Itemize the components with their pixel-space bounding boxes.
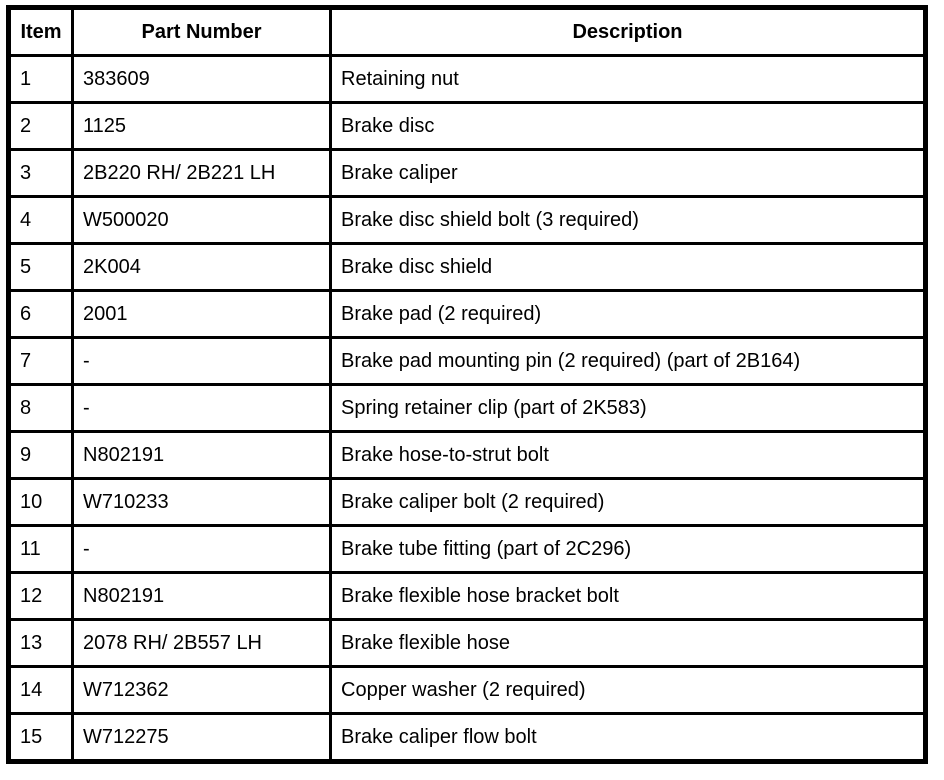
- table-row: [9, 479, 926, 526]
- description-cell: Brake flexible hose: [331, 620, 926, 667]
- part-number-cell: W500020: [73, 197, 331, 244]
- item-cell: 3: [9, 150, 73, 197]
- description-cell: Brake caliper bolt (2 required): [331, 479, 926, 526]
- table-row: [9, 620, 926, 667]
- description-cell: Brake tube fitting (part of 2C296): [331, 526, 926, 573]
- item-cell: 14: [9, 667, 73, 714]
- item-cell: 15: [9, 714, 73, 762]
- part-number-cell: -: [73, 338, 331, 385]
- description-cell: Copper washer (2 required): [331, 667, 926, 714]
- table-row: [9, 244, 926, 291]
- part-number-cell: 2078 RH/ 2B557 LH: [73, 620, 331, 667]
- description-cell: Spring retainer clip (part of 2K583): [331, 385, 926, 432]
- part-number-cell: 2001: [73, 291, 331, 338]
- description-cell: Brake caliper: [331, 150, 926, 197]
- part-number-cell: -: [73, 385, 331, 432]
- parts-table: [6, 5, 928, 764]
- description-cell: Brake hose-to-strut bolt: [331, 432, 926, 479]
- part-number-cell: 383609: [73, 56, 331, 103]
- part-number-cell: 2B220 RH/ 2B221 LH: [73, 150, 331, 197]
- item-cell: 6: [9, 291, 73, 338]
- description-cell: Retaining nut: [331, 56, 926, 103]
- table-row: [9, 432, 926, 479]
- item-cell: 2: [9, 103, 73, 150]
- table-row: [9, 714, 926, 762]
- item-cell: 11: [9, 526, 73, 573]
- table-row: [9, 103, 926, 150]
- table-body: [9, 56, 926, 762]
- item-cell: 4: [9, 197, 73, 244]
- item-cell: 9: [9, 432, 73, 479]
- part-number-cell: N802191: [73, 573, 331, 620]
- item-cell: 7: [9, 338, 73, 385]
- description-cell: Brake caliper flow bolt: [331, 714, 926, 762]
- description-cell: Brake disc shield bolt (3 required): [331, 197, 926, 244]
- part-number-cell: W710233: [73, 479, 331, 526]
- part-number-cell: W712275: [73, 714, 331, 762]
- table-row: [9, 291, 926, 338]
- description-cell: Brake flexible hose bracket bolt: [331, 573, 926, 620]
- table-row: [9, 667, 926, 714]
- description-cell: Brake disc: [331, 103, 926, 150]
- column-header-item: Item: [9, 8, 73, 56]
- part-number-cell: W712362: [73, 667, 331, 714]
- column-header-description: Description: [331, 8, 926, 56]
- table-row: [9, 150, 926, 197]
- item-cell: 5: [9, 244, 73, 291]
- part-number-cell: 2K004: [73, 244, 331, 291]
- item-cell: 12: [9, 573, 73, 620]
- description-cell: Brake pad (2 required): [331, 291, 926, 338]
- part-number-cell: N802191: [73, 432, 331, 479]
- table-row: [9, 338, 926, 385]
- table-row: [9, 573, 926, 620]
- part-number-cell: -: [73, 526, 331, 573]
- description-cell: Brake pad mounting pin (2 required) (part of 2B164): [331, 338, 926, 385]
- header-row: [9, 8, 926, 56]
- table-row: [9, 56, 926, 103]
- item-cell: 10: [9, 479, 73, 526]
- part-number-cell: 1125: [73, 103, 331, 150]
- item-cell: 13: [9, 620, 73, 667]
- item-cell: 8: [9, 385, 73, 432]
- table-row: [9, 197, 926, 244]
- item-cell: 1: [9, 56, 73, 103]
- column-header-part-number: Part Number: [73, 8, 331, 56]
- description-cell: Brake disc shield: [331, 244, 926, 291]
- table-row: [9, 526, 926, 573]
- table-row: [9, 385, 926, 432]
